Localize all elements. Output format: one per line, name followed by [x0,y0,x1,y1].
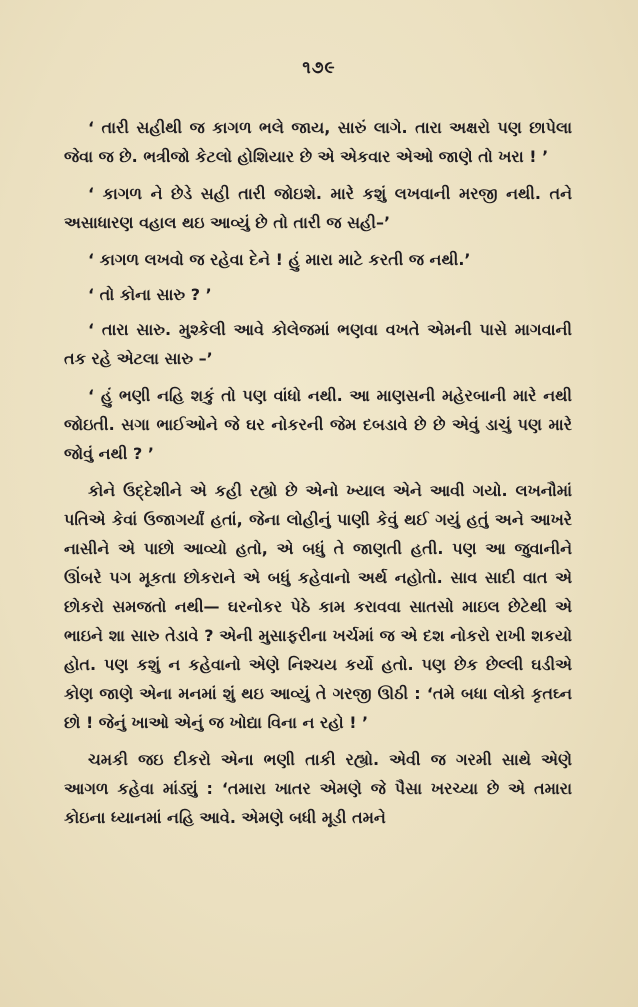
page-number: ૧૭૯ [302,58,336,78]
page-body [64,113,572,840]
paragraph-3: ‘ કાગળ લખવો જ રહેવા દેને ! હું મારા માટે કરતી જ નથી.’ [88,250,471,269]
paragraph-2: ‘ કાગળ ને છેડે સહી તારી જોઇશે. મારે કશું લખવાની મરજી નથી. તને અસાધારણ વહાલ થઇ આવ્યું છે તો તારી જ સહી–’ [64,184,572,232]
paragraph-6: ‘ હું ભણી નહિ શકું તો પણ વાંધો નથી. આ માણસની મહેરબાની મારે નથી જોઇતી. સગા ભાઈઓને જે ઘર નોકરની જેમ દબડાવે છે છે એવું ડાચું પણ મારે જોવું નથી ? ’ [64,386,572,463]
paragraph-7: કોને ઉદ્દેશીને એ કહી રહ્યો છે એનો ખ્યાલ એને આવી ગયો. લખનૌમાં પતિએ કેવાં ઉજાગર્યાં હતાં, જેના લોહીનું પાણી કેવું થઈ ગયું હતું અને આખરે નાસીને એ પાછો આવ્યો હતો, એ બધું તે જાણતી હતી. પણ આ જુવાનીને ઊંબરે પગ મૂકતા છોકરાને એ બધું કહેવાનો અર્થ નહોતો. સાવ સાદી વાત એ છોકરો સમજતો નથી— ઘરનોકર પેઠે કામ કરાવવા સાતસો માઇલ છેટેથી એ ભાઇને શા સારુ તેડાવે ? એની મુસાફરીના ખર્ચમાં જ એ દશ નોકરો રાખી શકયો હોત. પણ કશું ન કહેવાનો એણે નિશ્ચય કર્યો હતો. પણ છેક છેલ્લી ઘડીએ કોણ જાણે એના મનમાં શું થઇ આવ્યું તે ગરજી ઊઠી : ‘તમે બધા લોકો કૃતઘ્ન છો ! જેનું ખાઓ એનું જ ખોદ્યા વિના ન રહો ! ’ [64,481,572,732]
paragraph-5: ‘ તારા સારુ. મુશ્કેલી આવે કોલેજમાં ભણવા વખતે એમની પાસે માગવાની તક રહે એટલા સારુ –’ [64,320,572,368]
paragraph-8: ચમકી જઇ દીકરો એના ભણી તાકી રહ્યો. એવી જ ગરમી સાથે એણે આગળ કહેવા માંડ્યું : ‘તમારા ખાતર એમણે જે પૈસા ખરચ્યા છે એ તમારા કોઇના ધ્યાનમાં નહિ આવે. એમણે બધી મૂડી તમને [64,750,572,827]
paragraph-1: ‘ તારી સહીથી જ કાગળ ભલે જાય, સારું લાગે. તારા અક્ષરો પણ છાપેલા જેવા જ છે. ભત્રીજો કેટલો હોશિયાર છે એ એકવાર એઓ જાણે તો ખરા ! ’ [64,118,572,166]
paragraph-4: ‘ તો કોના સારુ ? ’ [88,285,212,304]
